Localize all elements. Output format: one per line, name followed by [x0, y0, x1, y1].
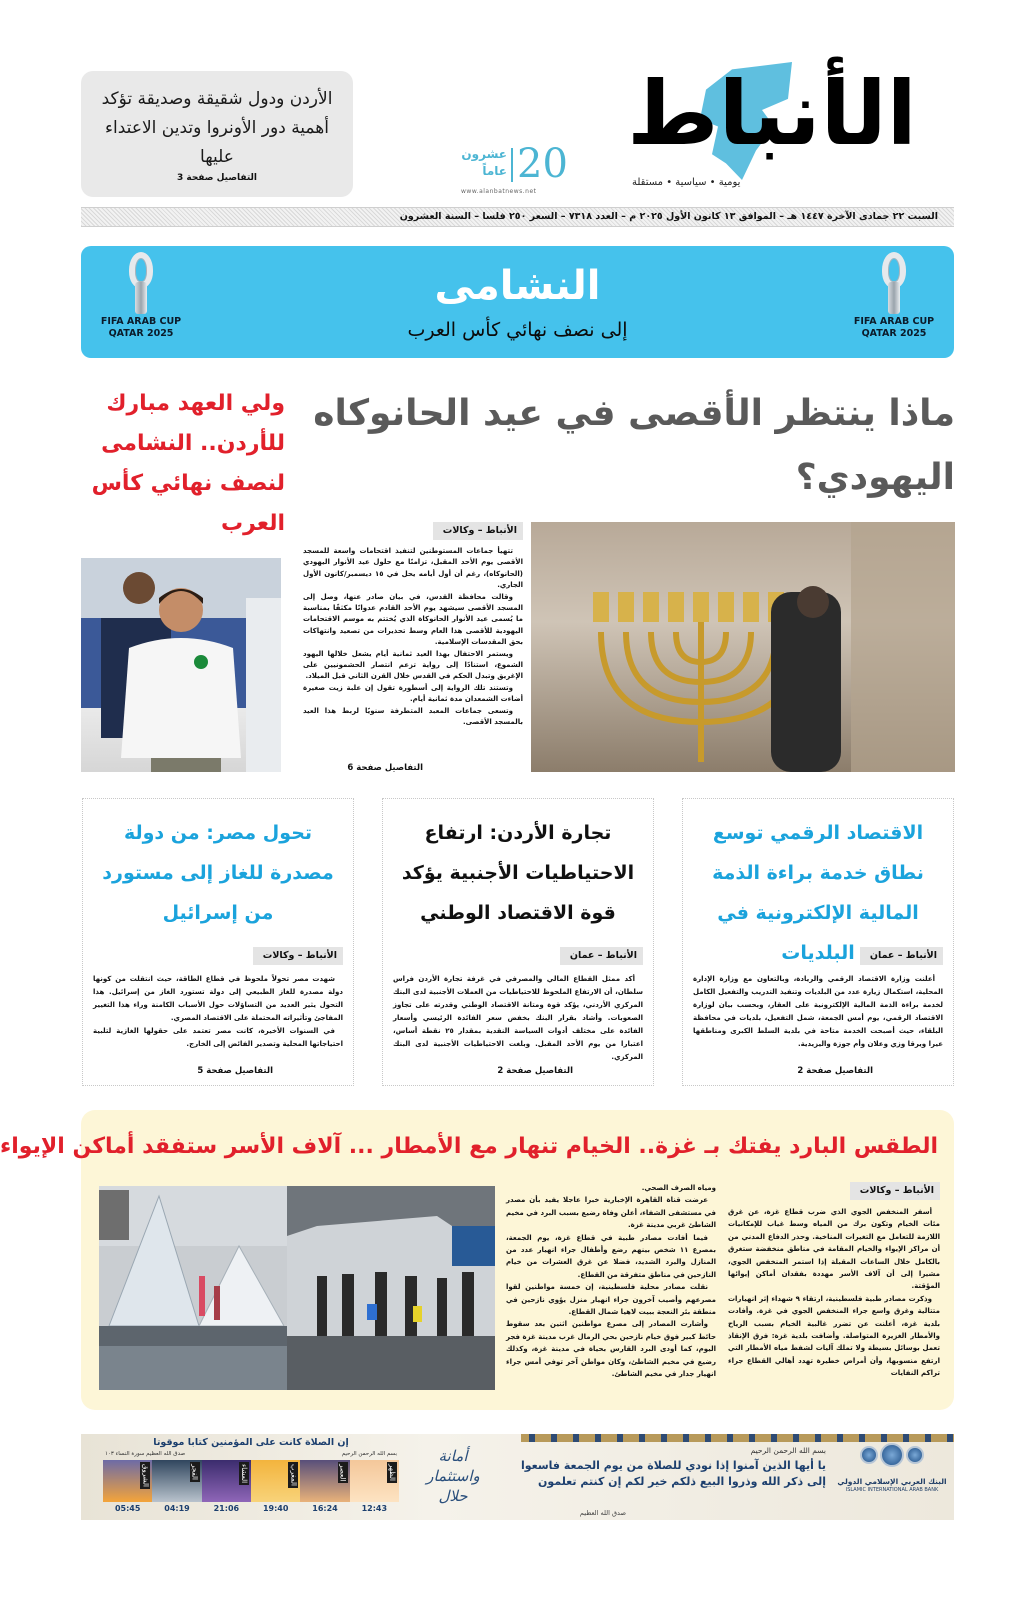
column-title[interactable]: الاقتصاد الرقمي توسع نطاق خدمة براءة الذمة المالية الإلكترونية في البلديات: [712, 822, 924, 964]
lead-story-body: [303, 546, 523, 729]
prayer-time: 16:24: [312, 1504, 338, 1513]
bank-advertisement[interactable]: [81, 1434, 954, 1520]
banner-subtitle: إلى نصف نهائي كأس العرب: [407, 319, 628, 341]
bank-logo: [836, 1446, 948, 1494]
lead-story-column: [303, 522, 523, 774]
arab-cup-logo-right: [842, 252, 946, 352]
crown-prince-photo[interactable]: [81, 558, 281, 772]
website-url[interactable]: www.alanbatnews.net: [461, 188, 537, 195]
cup-text-line1: FIFA ARAB CUP: [100, 316, 182, 327]
column-ref[interactable]: التفاصيل صفحة 5: [197, 1066, 273, 1076]
column-byline-wrap: [393, 943, 643, 965]
cup-text-line1: FIFA ARAB CUP: [853, 316, 935, 327]
gaza-paragraph: عرضت قناة القاهرة الإخبارية خبرا عاجلا يفيد بأن مصدر في مستشفى الشفاء، أعلن وفاة رضيع بسبب البرد في مخيم الشاطئ غربي مدينة غزة.: [506, 1196, 716, 1230]
crown-prince-illustration: [81, 558, 281, 772]
column-paragraph: أكد ممثل القطاع المالي والمصرفي في غرفة تجارة الأردن فراس سلطان، أن الارتفاع الملحوظ للاحتياطيات من العملات الأجنبية لدى البنك المركزي الأردني، يؤكد قوة ومتانة الاقتصاد الوطني وقدرته على تجاوز الصعوبات. وأشاد بقرار البنك بخفض سعر الفائدة الرئيسي وأسعار الفائدة على مختلف أدوات السياسة النقدية بمقدار ٢٥ نقطة أساس، اعتبارا من يوم الأحد المقبل. وبلغت الاحتياطيات الأجنبية لدى البنك المركزي.: [393, 975, 643, 1061]
column-ref[interactable]: التفاصيل صفحة 2: [497, 1066, 573, 1076]
prayer-time: 05:45: [114, 1504, 141, 1513]
prayer-fajr: [152, 1460, 201, 1518]
prayer-time: 19:40: [262, 1504, 289, 1513]
cup-text-line2: QATAR 2025: [861, 328, 927, 339]
story-column-jordan-trade[interactable]: [382, 798, 654, 1086]
lead-paragraph: ويستمر الاحتفال بهذا العيد ثمانية أيام يشعل خلالها اليهود الشموع، استنادًا إلى رواية تزعم انتصار الحشمونيين على الإغريق وتبدل الحكم في القدس خلال القرن الثاني قبل الميلاد.: [303, 649, 523, 681]
bank-name-en: ISLAMIC INTERNATIONAL ARAB BANK: [845, 1487, 939, 1493]
top-headline-title[interactable]: الأردن ودول شقيقة وصديقة تؤكد أهمية دور الأونروا وتدين الاعتداء عليها: [101, 88, 333, 167]
gaza-paragraph: نقلت مصادر محلية فلسطينية، إن خمسة مواطنين لقوا مصرعهم وأصيب آخرون جراء انهيار منزل يؤوي نازحين في منطقة بئر النعجة ببيت لاهيا شمال القطاع.: [506, 1283, 716, 1317]
cup-text-line2: QATAR 2025: [108, 328, 174, 339]
column-byline: الأنباط – وكالات: [253, 947, 343, 965]
gaza-paragraph: وذكرت مصادر طبية فلسطينية، ارتقاء ٩ شهداء إثر انهيارات متتالية وغرق واسع جراء المنخفض الجوي في غزة. وأفادت بلدية غزة، أعلنت عن تضرر غالبية الخيام بسبب الرياح والأمطار الغزيرة المتواصلة. وأضافت بلدية غزة: فرق الإنقاذ تعمل بوسائل بسيطة ولا تملك آليات لشفط مياه الأمطار التي ارتفع منسوبها، وأن أمراض خطيرة تهدد أهالي القطاع جراء تراكم النفايات: [728, 1294, 940, 1378]
column-title[interactable]: تجارة الأردن: ارتفاع الاحتياطيات الأجنبية يؤكد قوة الاقتصاد الوطني: [401, 822, 635, 924]
banner-title: النشامى: [434, 263, 601, 309]
column-paragraph: في السنوات الأخيرة، كانت مصر تعتمد على حقولها الغازية لتلبية احتياجاتها المحلية وتصدير الفائض إلى الخارج.: [93, 1027, 343, 1048]
gaza-tent-photo-2[interactable]: [287, 1186, 495, 1390]
prayer-basmala: بسم الله الرحمن الرحيم: [341, 1451, 397, 1457]
ad-verse-source: صدق الله العظيم: [579, 1509, 626, 1517]
prayer-time: 04:19: [164, 1504, 190, 1513]
bank-name: البنك العربي الإسلامي الدولي: [837, 1477, 947, 1486]
story-column-egypt-gas[interactable]: [82, 798, 354, 1086]
column-byline-wrap: [93, 943, 343, 965]
prayer-time: 21:06: [213, 1504, 240, 1513]
prayer-name: الشروق: [141, 1464, 150, 1487]
prayer-times-header: إن الصلاة كانت على المؤمنين كتابا موقوتا: [153, 1437, 349, 1448]
gaza-story-body-2: [506, 1182, 716, 1381]
dateline-bar: [81, 207, 954, 227]
lead-story-byline: الأنباط – وكالات: [433, 522, 523, 540]
column-body: [693, 973, 943, 1051]
prayer-verse-source: صدق الله العظيم سورة النساء ١٠٣: [105, 1451, 186, 1457]
column-paragraph: شهدت مصر تحولاً ملحوظ في قطاع الطاقة، حيث انتقلت من كونها دولة مصدرة للغاز الطبيعي إلى دولة تستورد الغاز من إسرائيل. هذا التحول يثير العديد من التساؤلات حول الأسباب الكامنة وراء هذا التغيير المفاجئ وتأثيراته المحتملة على الاقتصاد المصري.: [93, 975, 343, 1022]
bank-emblem-icon: [836, 1446, 948, 1467]
banner-center: [201, 246, 834, 358]
logo-text: الأنباط: [627, 62, 917, 165]
gaza-story-byline: الأنباط – وكالات: [850, 1182, 940, 1200]
gaza-story-box[interactable]: [0, 1110, 954, 1410]
prayer-name: العصر: [338, 1464, 347, 1482]
anniversary-word-2: عاماً: [482, 164, 507, 178]
anniversary-word-1: عشرون: [461, 147, 507, 161]
lead-paragraph: وتسعى جماعات المعبد المتطرفة سنويًا لربط هذا العيد بالمسجد الأقصى.: [303, 706, 523, 727]
anniversary-divider: [511, 148, 513, 182]
column-body: [93, 973, 343, 1051]
prayer-name: المغرب: [289, 1464, 298, 1486]
column-title[interactable]: تحول مصر: من دولة مصدرة للغاز إلى مستورد من إسرائيل: [102, 822, 334, 924]
prayer-time: 12:43: [361, 1504, 388, 1513]
flooded-camp-illustration: [287, 1186, 495, 1390]
lead-paragraph: وتستند تلك الرواية إلى أسطورة تقول إن علبة زيت صغيرة أضاءت الشمعدان مدة ثمانية أيام.: [303, 683, 523, 704]
gaza-paragraph: ومياه الصرف الصحي.: [641, 1184, 716, 1192]
prayer-name: الفجر: [190, 1464, 199, 1480]
lead-story-title[interactable]: ماذا ينتظر الأقصى في عيد الحانوكاه اليهودي؟: [313, 393, 955, 498]
ad-basmala: بسم الله الرحمن الرحيم: [750, 1446, 826, 1455]
prayer-isha: [202, 1460, 251, 1518]
prayer-times-block: [101, 1436, 401, 1520]
column-byline: الأنباط – عمان: [560, 947, 643, 965]
gaza-paragraph: أسفر المنخفض الجوي الذي ضرب قطاع غزة، عن غرق مئات الخيام وتكون برك من المياه وسط غياب للإمكانيات اللازمة للتعامل مع التغيرات المناخية. وحذر الدفاع المدني من أن مراكز الإيواء والخيام المقامة في مناطق منخفضة ستغرق بالكامل خلال الساعات المقبلة إذا استمر المنخفض الجوي، مشيرا إلى أن آلاف الأسر مهددة بفقدان أماكن إيوائها المؤقتة.: [728, 1208, 940, 1291]
column-paragraph: أعلنت وزارة الاقتصاد الرقمي والريادة، وبالتعاون مع وزارة الإدارة المحلية، استكمال زيارة عدد من البلديات وتنفيذ التدريب والتفعيل الكامل لخدمة براءة الذمة المالية الإلكترونية على العقار، وبحسب بيان لوزارة الاقتصاد الرقمي، يوم أمس الجمعة، شمل التفعيل، بلديات في محافظة البلقاء، حيث أصبحت الخدمة متاحة في بلدية السلط الكبرى ومناطقها عيرا ويرقا وزي وعلان وأم جوزة واليزيدية.: [693, 975, 943, 1048]
menorah-photo[interactable]: [531, 522, 955, 772]
lead-paragraph: وقالت محافظة القدس، في بيان صادر عنها، وصل إلى المسجد الأقصى سيشهد يوم الأحد القادم عدوانًا مكثفًا بمناسبة ما يُسمى عيد الأنوار الحانوكاة الذي يُختتم به موسم الاقتحامات اليهودية للأقصى هذا العام وسط تحذيرات من تصعيد وانتهاكات بحق المقدسات الإسلامية.: [303, 592, 523, 647]
nashama-banner[interactable]: [81, 246, 954, 358]
prayer-name: العشاء: [240, 1464, 249, 1484]
story-column-digital-economy[interactable]: [682, 798, 954, 1086]
prayer-shuruq: [103, 1460, 152, 1518]
top-headline-box[interactable]: [81, 71, 353, 197]
column-body: [393, 973, 643, 1064]
prayer-dhuhr: [350, 1460, 399, 1518]
arab-cup-logo-left: [89, 252, 193, 352]
gaza-paragraph: فيما أفادت مصادر طبية في قطاع غزة، يوم الجمعة، بمصرع ١١ شخص بينهم رضع وأطفال جراء انهيار عدد من المنازل والبرد الشديد، فضلا عن غرق العشرات من خيام النازحين في مناطق متفرقة من القطاع.: [506, 1233, 717, 1279]
anniversary-word: [461, 146, 507, 180]
trophy-icon: [879, 252, 909, 316]
ad-calligraphy: أمانة واستثمار حلال: [426, 1447, 480, 1505]
column-byline: الأنباط – عمان: [860, 947, 943, 965]
trophy-icon: [126, 252, 156, 316]
logo-tagline: يومية • سياسية • مستقلة: [632, 177, 741, 188]
flooded-tents-illustration: [99, 1186, 287, 1390]
lead-story-ref[interactable]: التفاصيل صفحة 6: [347, 763, 423, 773]
anniversary-number: 20: [517, 141, 568, 187]
gaza-story-column-1: [728, 1182, 940, 1402]
side-story-title[interactable]: ولي العهد مبارك للأردن.. النشامى لنصف نهائي كأس العرب: [91, 391, 285, 536]
lead-paragraph: تتهيأ جماعات المستوطنين لتنفيذ اقتحامات واسعة للمسجد الأقصى يوم الأحد المقبل، تزامنًا مع حلول عيد الأنوار اليهودي (الحانوكاه)، رغم أن أول أيامه يحل في ١٥ ديسمبر/كانون الأول الجاري.: [303, 547, 523, 590]
prayer-asr: [300, 1460, 349, 1518]
gaza-paragraph: وأشارت المصادر إلى مصرع مواطنين اثنين بعد سقوط حائط كبير فوق خيام نازحين بحي الرمال غرب مدينة غزة فجر اليوم، كما أودى البرد القارس بحياة في مدينة غزة، وكذلك رضيع في مخيم الشاطئ، وكان مواطن آخر توفي أمس جراء انهيار جدار في مخيم الشاطئ.: [506, 1320, 716, 1379]
prayer-name: الظهر: [388, 1464, 396, 1481]
menorah-illustration: [531, 522, 955, 772]
newspaper-logo[interactable]: [592, 58, 952, 198]
ad-verse: يا أيها الذين آمنوا إذا نودي للصلاة من يوم الجمعة فاسعوا إلى ذكر الله وذروا البيع ذلكم خير لكم إن كنتم تعلمون: [520, 1459, 826, 1488]
gaza-tent-photo-1[interactable]: [99, 1186, 287, 1390]
gaza-story-column-2: [506, 1182, 716, 1402]
prayer-times: [103, 1460, 399, 1518]
anniversary-badge: [461, 142, 573, 202]
ornamental-border: [521, 1434, 954, 1442]
gaza-story-title[interactable]: الطقس البارد يفتك بـ غزة.. الخيام تنهار مع الأمطار ... آلاف الأسر ستفقد أماكن الإيواء: [0, 1134, 938, 1159]
gaza-story-body-1: [728, 1206, 940, 1380]
prayer-times-subheader: [105, 1450, 397, 1458]
top-headline-ref: التفاصيل صفحة 3: [176, 172, 258, 183]
prayer-maghrib: [251, 1460, 300, 1518]
column-byline-wrap: [693, 943, 943, 965]
ad-verse-block: [506, 1446, 826, 1518]
column-ref[interactable]: التفاصيل صفحة 2: [797, 1066, 873, 1076]
dateline-text: السبت ٢٢ جمادى الآخرة ١٤٤٧ هـ – الموافق ١٣ كانون الأول ٢٠٢٥ م – العدد ٧٣١٨ – السعر ٢٥٠ فلسا – السنة العشرون: [399, 211, 938, 222]
